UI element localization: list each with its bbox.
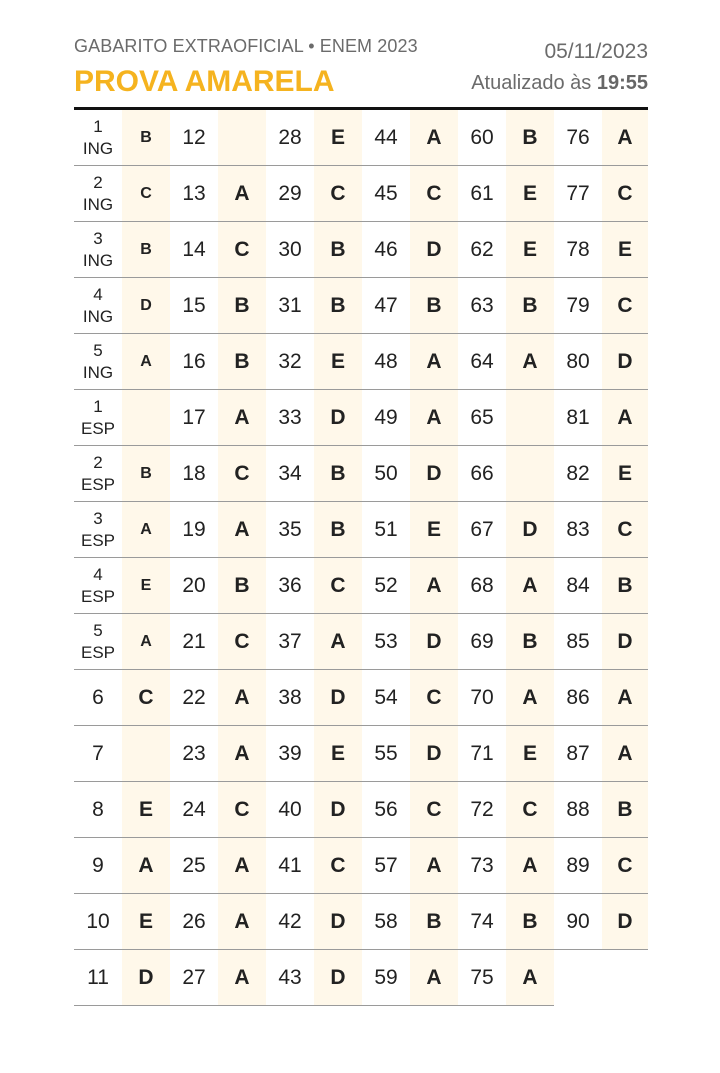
answer-letter: B bbox=[314, 278, 362, 334]
question-number bbox=[74, 446, 122, 502]
question-number: 6 bbox=[74, 670, 122, 726]
answer-letter: D bbox=[314, 390, 362, 446]
answer-letter: B bbox=[410, 894, 458, 950]
question-number: 81 bbox=[554, 390, 602, 446]
question-index: 2 bbox=[93, 452, 103, 472]
answer-letter: A bbox=[218, 390, 266, 446]
question-number: 39 bbox=[266, 726, 314, 782]
answer-letter: B bbox=[506, 278, 554, 334]
answer-letter: A bbox=[410, 558, 458, 614]
answer-letter: B bbox=[122, 446, 170, 502]
answer-letter: B bbox=[506, 110, 554, 166]
question-number: 26 bbox=[170, 894, 218, 950]
question-number bbox=[74, 278, 122, 334]
answer-letter: A bbox=[602, 670, 648, 726]
question-index: 1 bbox=[93, 116, 103, 136]
question-number: 63 bbox=[458, 278, 506, 334]
question-number: 76 bbox=[554, 110, 602, 166]
answer-letter: E bbox=[122, 782, 170, 838]
answer-letter: C bbox=[218, 446, 266, 502]
question-number: 8 bbox=[74, 782, 122, 838]
answer-letter: E bbox=[122, 894, 170, 950]
answer-letter: C bbox=[314, 166, 362, 222]
question-number: 89 bbox=[554, 838, 602, 894]
question-number: 34 bbox=[266, 446, 314, 502]
table-row bbox=[74, 334, 648, 390]
empty-cell bbox=[602, 950, 648, 1005]
question-number: 84 bbox=[554, 558, 602, 614]
answer-letter: B bbox=[314, 446, 362, 502]
answer-letter: A bbox=[410, 390, 458, 446]
question-number: 14 bbox=[170, 222, 218, 278]
question-number: 31 bbox=[266, 278, 314, 334]
question-number: 22 bbox=[170, 670, 218, 726]
question-number: 85 bbox=[554, 614, 602, 670]
question-number: 72 bbox=[458, 782, 506, 838]
question-number bbox=[74, 334, 122, 390]
empty-cell bbox=[554, 950, 602, 1005]
answer-letter: D bbox=[314, 782, 362, 838]
answer-letter: B bbox=[506, 614, 554, 670]
answer-letter: A bbox=[602, 390, 648, 446]
answer-letter: B bbox=[218, 278, 266, 334]
answer-letter: A bbox=[410, 838, 458, 894]
answer-letter bbox=[506, 446, 554, 502]
question-number: 16 bbox=[170, 334, 218, 390]
question-number: 7 bbox=[74, 726, 122, 782]
header bbox=[74, 32, 648, 106]
question-index: 5 bbox=[93, 620, 103, 640]
question-number: 18 bbox=[170, 446, 218, 502]
answer-letter: A bbox=[506, 950, 554, 1006]
question-number: 9 bbox=[74, 838, 122, 894]
language-code: ESP bbox=[80, 474, 116, 494]
subtitle: GABARITO EXTRAOFICIAL • ENEM 2023 bbox=[74, 36, 418, 56]
answer-letter bbox=[218, 110, 266, 166]
answer-letter: D bbox=[122, 278, 170, 334]
question-index: 4 bbox=[93, 284, 103, 304]
question-number: 47 bbox=[362, 278, 410, 334]
question-number: 60 bbox=[458, 110, 506, 166]
answer-letter: E bbox=[506, 726, 554, 782]
question-number: 69 bbox=[458, 614, 506, 670]
language-code: ING bbox=[82, 138, 114, 158]
question-number: 13 bbox=[170, 166, 218, 222]
language-code: ESP bbox=[80, 418, 116, 438]
answer-letter: B bbox=[602, 558, 648, 614]
answer-letter: C bbox=[218, 614, 266, 670]
table-row bbox=[74, 726, 648, 782]
answer-letter: D bbox=[602, 614, 648, 670]
question-number: 21 bbox=[170, 614, 218, 670]
question-number: 24 bbox=[170, 782, 218, 838]
question-number bbox=[74, 222, 122, 278]
answer-letter: E bbox=[602, 222, 648, 278]
question-number: 73 bbox=[458, 838, 506, 894]
answer-letter: E bbox=[506, 166, 554, 222]
answer-letter: A bbox=[506, 838, 554, 894]
answer-letter bbox=[122, 726, 170, 782]
question-number: 59 bbox=[362, 950, 410, 1006]
question-number: 11 bbox=[74, 950, 122, 1006]
answer-letter: D bbox=[122, 950, 170, 1006]
question-number: 42 bbox=[266, 894, 314, 950]
question-number: 57 bbox=[362, 838, 410, 894]
updated-prefix: Atualizado às bbox=[471, 72, 597, 94]
table-row bbox=[74, 558, 648, 614]
language-code: ING bbox=[82, 194, 114, 214]
question-index: 3 bbox=[93, 508, 103, 528]
answer-letter: A bbox=[122, 614, 170, 670]
answer-letter: C bbox=[314, 558, 362, 614]
answer-letter: C bbox=[122, 166, 170, 222]
answer-letter: C bbox=[602, 166, 648, 222]
answer-letter: E bbox=[506, 222, 554, 278]
question-number bbox=[74, 166, 122, 222]
question-number: 35 bbox=[266, 502, 314, 558]
question-number: 30 bbox=[266, 222, 314, 278]
question-number: 65 bbox=[458, 390, 506, 446]
answer-letter: B bbox=[602, 782, 648, 838]
date-label: 05/11/2023 bbox=[544, 40, 648, 63]
answer-letter: A bbox=[602, 110, 648, 166]
question-number: 66 bbox=[458, 446, 506, 502]
question-number: 32 bbox=[266, 334, 314, 390]
question-number: 58 bbox=[362, 894, 410, 950]
question-number: 50 bbox=[362, 446, 410, 502]
question-index: 4 bbox=[93, 564, 103, 584]
answer-letter: A bbox=[218, 502, 266, 558]
question-number bbox=[74, 614, 122, 670]
answer-letter: A bbox=[218, 166, 266, 222]
answer-letter: D bbox=[410, 614, 458, 670]
answer-letter: A bbox=[506, 670, 554, 726]
answer-letter bbox=[122, 390, 170, 446]
updated-label bbox=[471, 72, 648, 95]
page-title: PROVA AMARELA bbox=[74, 65, 335, 98]
question-number: 40 bbox=[266, 782, 314, 838]
question-number: 38 bbox=[266, 670, 314, 726]
question-number: 23 bbox=[170, 726, 218, 782]
question-index: 5 bbox=[93, 340, 103, 360]
answer-letter: D bbox=[602, 334, 648, 390]
question-number: 55 bbox=[362, 726, 410, 782]
answer-letter: B bbox=[410, 278, 458, 334]
answer-letter: D bbox=[410, 222, 458, 278]
answer-letter: A bbox=[314, 614, 362, 670]
question-number bbox=[74, 390, 122, 446]
question-number: 49 bbox=[362, 390, 410, 446]
question-number: 75 bbox=[458, 950, 506, 1006]
language-code: ING bbox=[82, 306, 114, 326]
question-number: 70 bbox=[458, 670, 506, 726]
question-number: 82 bbox=[554, 446, 602, 502]
language-code: ESP bbox=[80, 586, 116, 606]
answer-letter: D bbox=[602, 894, 648, 950]
question-number: 46 bbox=[362, 222, 410, 278]
answer-letter bbox=[506, 390, 554, 446]
answer-letter: C bbox=[602, 278, 648, 334]
answer-letter: A bbox=[122, 502, 170, 558]
answer-letter: C bbox=[218, 222, 266, 278]
answer-letter: A bbox=[410, 950, 458, 1006]
table-row bbox=[74, 670, 648, 726]
question-number: 80 bbox=[554, 334, 602, 390]
table-row bbox=[74, 894, 648, 950]
question-number: 52 bbox=[362, 558, 410, 614]
table-row bbox=[74, 614, 648, 670]
question-number: 27 bbox=[170, 950, 218, 1006]
answer-letter: B bbox=[314, 222, 362, 278]
answer-letter: D bbox=[410, 726, 458, 782]
language-code: ING bbox=[82, 250, 114, 270]
answer-letter: B bbox=[218, 334, 266, 390]
answer-letter: B bbox=[122, 222, 170, 278]
question-number: 12 bbox=[170, 110, 218, 166]
answer-letter: D bbox=[314, 950, 362, 1006]
question-number: 45 bbox=[362, 166, 410, 222]
answer-letter: A bbox=[410, 334, 458, 390]
answer-letter: C bbox=[218, 782, 266, 838]
answer-letter: D bbox=[410, 446, 458, 502]
answer-letter: C bbox=[410, 166, 458, 222]
answer-grid bbox=[74, 110, 648, 1006]
question-number: 88 bbox=[554, 782, 602, 838]
table-row bbox=[74, 502, 648, 558]
answer-letter: A bbox=[506, 558, 554, 614]
question-number: 10 bbox=[74, 894, 122, 950]
question-number: 86 bbox=[554, 670, 602, 726]
question-number: 37 bbox=[266, 614, 314, 670]
question-number: 19 bbox=[170, 502, 218, 558]
question-number: 53 bbox=[362, 614, 410, 670]
answer-letter: B bbox=[506, 894, 554, 950]
answer-letter: A bbox=[218, 838, 266, 894]
answer-letter: A bbox=[506, 334, 554, 390]
table-row bbox=[74, 782, 648, 838]
table-row bbox=[74, 278, 648, 334]
question-number: 51 bbox=[362, 502, 410, 558]
question-number: 68 bbox=[458, 558, 506, 614]
question-number: 43 bbox=[266, 950, 314, 1006]
question-number: 77 bbox=[554, 166, 602, 222]
question-number: 62 bbox=[458, 222, 506, 278]
question-number: 20 bbox=[170, 558, 218, 614]
answer-letter: C bbox=[410, 782, 458, 838]
answer-letter: E bbox=[410, 502, 458, 558]
answer-letter: B bbox=[218, 558, 266, 614]
language-code: ESP bbox=[80, 642, 116, 662]
question-number: 44 bbox=[362, 110, 410, 166]
answer-letter: E bbox=[314, 726, 362, 782]
language-code: ING bbox=[82, 362, 114, 382]
question-number: 15 bbox=[170, 278, 218, 334]
answer-letter: E bbox=[602, 446, 648, 502]
question-number: 25 bbox=[170, 838, 218, 894]
answer-letter: B bbox=[122, 110, 170, 166]
updated-time: 19:55 bbox=[596, 72, 648, 94]
answer-letter: D bbox=[314, 894, 362, 950]
question-number bbox=[74, 558, 122, 614]
answer-letter: E bbox=[122, 558, 170, 614]
answer-letter: E bbox=[314, 110, 362, 166]
question-index: 1 bbox=[93, 396, 103, 416]
answer-letter: C bbox=[602, 502, 648, 558]
table-row bbox=[74, 166, 648, 222]
question-number: 83 bbox=[554, 502, 602, 558]
question-number: 41 bbox=[266, 838, 314, 894]
question-number: 71 bbox=[458, 726, 506, 782]
answer-letter: A bbox=[218, 894, 266, 950]
question-number: 61 bbox=[458, 166, 506, 222]
answer-letter: A bbox=[218, 950, 266, 1006]
question-number: 64 bbox=[458, 334, 506, 390]
question-number: 87 bbox=[554, 726, 602, 782]
answer-letter: B bbox=[314, 502, 362, 558]
question-number: 36 bbox=[266, 558, 314, 614]
question-index: 3 bbox=[93, 228, 103, 248]
question-index: 2 bbox=[93, 172, 103, 192]
answer-letter: A bbox=[122, 838, 170, 894]
question-number: 67 bbox=[458, 502, 506, 558]
answer-letter: C bbox=[602, 838, 648, 894]
question-number: 29 bbox=[266, 166, 314, 222]
question-number: 54 bbox=[362, 670, 410, 726]
answer-letter: A bbox=[218, 670, 266, 726]
answer-letter: C bbox=[122, 670, 170, 726]
question-number: 33 bbox=[266, 390, 314, 446]
table-row bbox=[74, 110, 648, 166]
question-number: 48 bbox=[362, 334, 410, 390]
answer-letter: D bbox=[314, 670, 362, 726]
question-number bbox=[74, 502, 122, 558]
table-row bbox=[74, 390, 648, 446]
question-number: 79 bbox=[554, 278, 602, 334]
answer-letter: A bbox=[218, 726, 266, 782]
table-row bbox=[74, 838, 648, 894]
table-row bbox=[74, 950, 648, 1006]
answer-letter: A bbox=[410, 110, 458, 166]
question-number: 74 bbox=[458, 894, 506, 950]
question-number: 78 bbox=[554, 222, 602, 278]
answer-letter: C bbox=[314, 838, 362, 894]
table-row bbox=[74, 446, 648, 502]
question-number bbox=[74, 110, 122, 166]
answer-letter: E bbox=[314, 334, 362, 390]
answer-letter: D bbox=[506, 502, 554, 558]
answer-letter: C bbox=[410, 670, 458, 726]
question-number: 56 bbox=[362, 782, 410, 838]
answer-letter: C bbox=[506, 782, 554, 838]
table-row bbox=[74, 222, 648, 278]
question-number: 17 bbox=[170, 390, 218, 446]
language-code: ESP bbox=[80, 530, 116, 550]
answer-letter: A bbox=[602, 726, 648, 782]
question-number: 90 bbox=[554, 894, 602, 950]
question-number: 28 bbox=[266, 110, 314, 166]
answer-letter: A bbox=[122, 334, 170, 390]
